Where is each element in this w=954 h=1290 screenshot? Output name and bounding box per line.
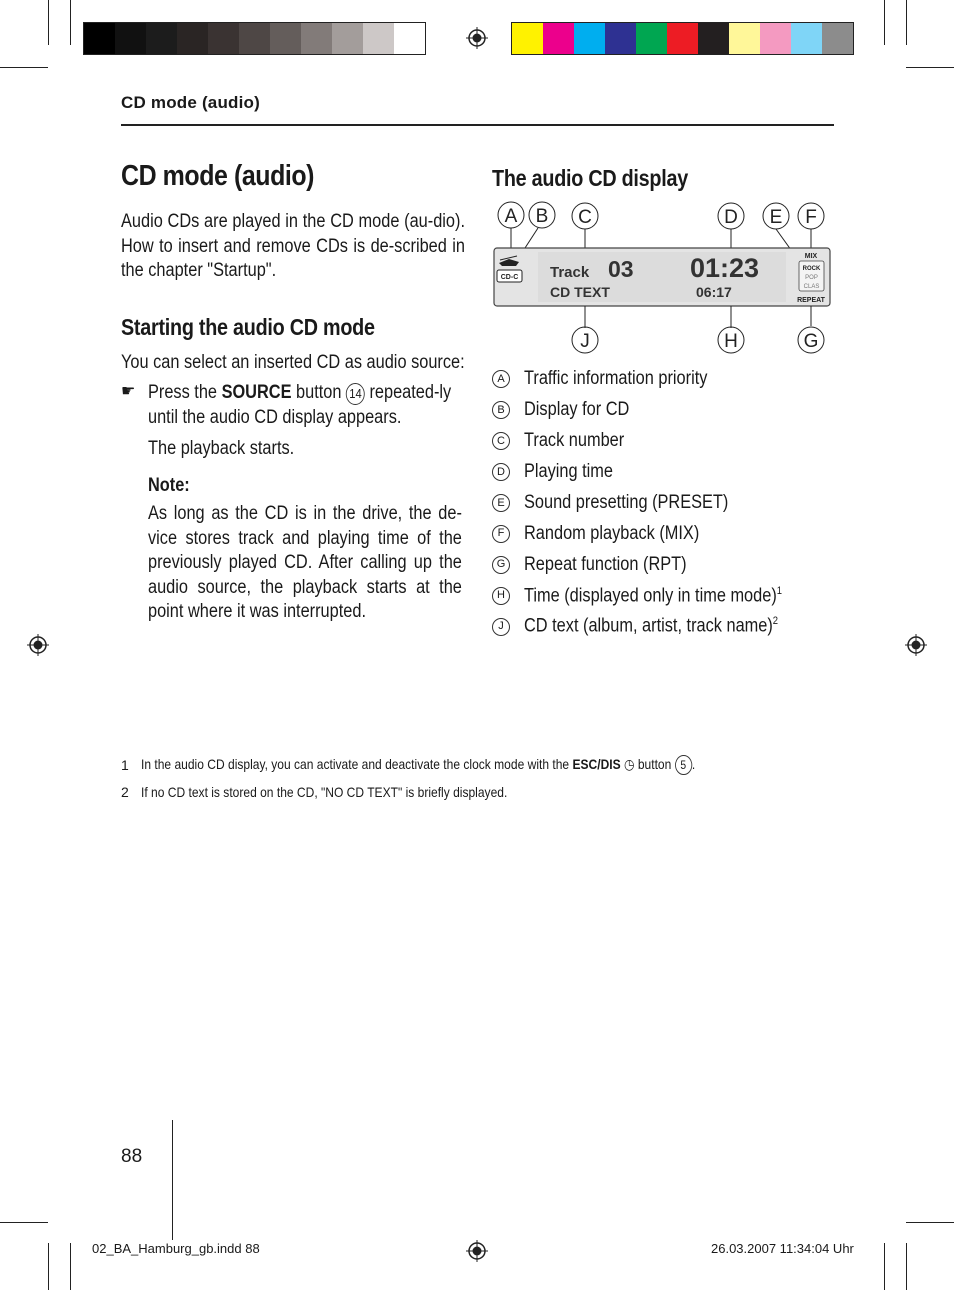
intro-paragraph: Audio CDs are played in the CD mode (au-dio). How to insert and remove CDs is de-scribed in the chapter "Startup". — [121, 211, 465, 281]
callout-F — [798, 203, 824, 229]
legend-letter: B — [492, 401, 510, 419]
footnote-text: If no CD text is stored on the CD, "NO CD TEXT" is briefly displayed. — [141, 783, 508, 800]
svg-text:J: J — [580, 331, 590, 352]
slug-date: 26.03.2007 11:34:04 Uhr — [711, 1241, 854, 1256]
legend-letter: G — [492, 556, 510, 574]
callout-G — [798, 327, 824, 353]
crop-mark — [884, 1243, 885, 1290]
legend-letter: D — [492, 463, 510, 481]
svg-text:A: A — [504, 206, 518, 227]
callout-H — [718, 327, 744, 353]
note-label: Note: — [148, 474, 190, 496]
color-swatch — [605, 23, 636, 54]
crop-mark — [48, 1243, 49, 1290]
color-swatch — [332, 23, 363, 54]
svg-text:F: F — [805, 207, 817, 228]
footnote-end: . — [691, 755, 696, 772]
legend-text: Repeat function (RPT) — [524, 553, 687, 575]
esc-dis-key-label: ESC/DIS — [572, 755, 621, 772]
step-text-mid: button — [291, 382, 347, 403]
color-swatch — [115, 23, 146, 54]
color-swatch — [208, 23, 239, 54]
svg-text:C: C — [578, 207, 592, 228]
crop-mark — [70, 0, 71, 45]
legend-text: Random playback (MIX) — [524, 522, 700, 544]
legend-item — [492, 518, 832, 549]
svg-text:E: E — [769, 207, 783, 228]
legend-item — [492, 395, 832, 426]
section-heading-start: Starting the audio CD mode — [121, 313, 375, 340]
crop-mark — [906, 1222, 954, 1223]
callout-E — [763, 203, 789, 229]
page-number: 88 — [121, 1146, 143, 1167]
color-swatch — [822, 23, 853, 54]
svg-text:D: D — [724, 207, 738, 228]
lcd-mix-indicator: MIX — [804, 253, 818, 260]
legend-text: Time (displayed only in time mode)$^1$ — [524, 584, 783, 606]
svg-text:CD-C: CD-C — [500, 274, 519, 281]
lcd-repeat-indicator: REPEAT — [797, 297, 825, 304]
color-swatch — [394, 23, 425, 54]
running-header: CD mode (audio) — [121, 93, 260, 112]
color-swatch — [698, 23, 729, 54]
legend-letter: F — [492, 525, 510, 543]
legend-text: Traffic information priority — [524, 368, 708, 390]
instruction-step — [121, 381, 516, 430]
lcd-track-number: 03 — [608, 256, 634, 282]
footnote-number: 1 — [121, 756, 129, 773]
color-swatch — [574, 23, 605, 54]
lcd-preset-clas: CLAS — [803, 284, 820, 290]
legend-letter: H — [492, 587, 510, 605]
button-number-badge: 5 — [675, 755, 692, 775]
registration-mark-icon — [466, 1240, 488, 1262]
footnote-1 — [121, 751, 833, 778]
crop-mark — [884, 0, 885, 45]
legend-item — [492, 457, 832, 488]
color-swatch — [177, 23, 208, 54]
svg-text:G: G — [803, 331, 819, 352]
playback-result: The playback starts. — [148, 438, 295, 459]
legend-item — [492, 580, 832, 611]
registration-mark-icon — [27, 634, 49, 656]
color-calibration-bar — [511, 22, 854, 55]
start-lead: You can select an inserted CD as audio source: — [121, 351, 465, 373]
page-title: CD mode (audio) — [121, 160, 315, 192]
footnote-ref: 2 — [772, 615, 779, 628]
step-text-prefix: Press the — [148, 382, 222, 403]
display-legend — [492, 364, 832, 642]
color-swatch — [760, 23, 791, 54]
legend-item — [492, 611, 832, 642]
footnotes — [121, 751, 833, 805]
cd-indicator-icon — [497, 270, 522, 282]
callout-D — [718, 203, 744, 229]
legend-text: Display for CD — [524, 399, 630, 421]
slug-file: 02_BA_Hamburg_gb.indd 88 — [92, 1241, 260, 1256]
section-heading-display: The audio CD display — [492, 165, 688, 191]
crop-mark — [906, 0, 907, 45]
legend-item — [492, 364, 832, 395]
color-swatch — [543, 23, 574, 54]
color-swatch — [239, 23, 270, 54]
color-swatch — [270, 23, 301, 54]
lcd-playing-time: 01:23 — [690, 253, 760, 283]
legend-letter: E — [492, 494, 510, 512]
callout-J — [572, 327, 598, 353]
callout-A — [498, 202, 524, 228]
crop-mark — [70, 1243, 71, 1290]
step-text-suffix: repeated-ly until the audio CD display appears. — [148, 382, 452, 428]
footnote-2 — [121, 778, 833, 805]
callout-C — [572, 203, 598, 229]
legend-text: Track number — [524, 430, 625, 452]
color-swatch — [512, 23, 543, 54]
crop-mark — [906, 67, 954, 68]
cd-display-diagram — [490, 198, 835, 356]
color-swatch — [729, 23, 760, 54]
clock-icon: ◷ — [623, 755, 635, 772]
gray-calibration-bar — [83, 22, 426, 55]
source-key-label: SOURCE — [221, 382, 292, 403]
legend-item — [492, 426, 832, 457]
legend-letter: J — [492, 618, 510, 636]
footnote-text-after: button — [634, 755, 675, 772]
legend-text: CD text (album, artist, track name)$^2$ — [524, 615, 779, 637]
color-swatch — [363, 23, 394, 54]
header-rule — [121, 124, 834, 126]
pointing-hand-icon: ☛ — [121, 383, 136, 400]
lcd-preset-rock: ROCK — [802, 266, 821, 272]
footnote-number: 2 — [121, 783, 129, 800]
lcd-cd-text: CD TEXT — [550, 284, 610, 300]
legend-item — [492, 549, 832, 580]
footnote-ref: 1 — [776, 584, 783, 597]
crop-mark — [0, 1222, 48, 1223]
color-swatch — [84, 23, 115, 54]
legend-letter: C — [492, 432, 510, 450]
lcd-track-label: Track — [550, 264, 590, 281]
left-column — [121, 210, 516, 625]
crop-mark — [0, 67, 48, 68]
callout-B — [529, 202, 555, 228]
color-swatch — [667, 23, 698, 54]
registration-mark-icon — [466, 27, 488, 49]
color-swatch — [146, 23, 177, 54]
color-swatch — [636, 23, 667, 54]
lcd-preset-pop: POP — [805, 275, 818, 281]
legend-letter: A — [492, 370, 510, 388]
legend-item — [492, 488, 832, 519]
crop-mark — [48, 0, 49, 45]
crop-mark — [906, 1243, 907, 1290]
note-text: As long as the CD is in the drive, the de-vice stores track and playing time of the previously played CD. After calling up the audio source, the playback starts at the point where it was interrupted. — [148, 503, 462, 622]
color-swatch — [301, 23, 332, 54]
lcd-clock: 06:17 — [696, 284, 732, 300]
footnote-text: In the audio CD display, you can activate and deactivate the clock mode with the — [141, 755, 573, 772]
button-number-badge: 14 — [346, 383, 365, 405]
legend-text: Playing time — [524, 461, 614, 483]
legend-text: Sound presetting (PRESET) — [524, 492, 729, 513]
svg-text:H: H — [724, 331, 738, 352]
crop-mark — [172, 1120, 173, 1240]
color-swatch — [791, 23, 822, 54]
registration-mark-icon — [905, 634, 927, 656]
svg-text:B: B — [535, 206, 549, 227]
